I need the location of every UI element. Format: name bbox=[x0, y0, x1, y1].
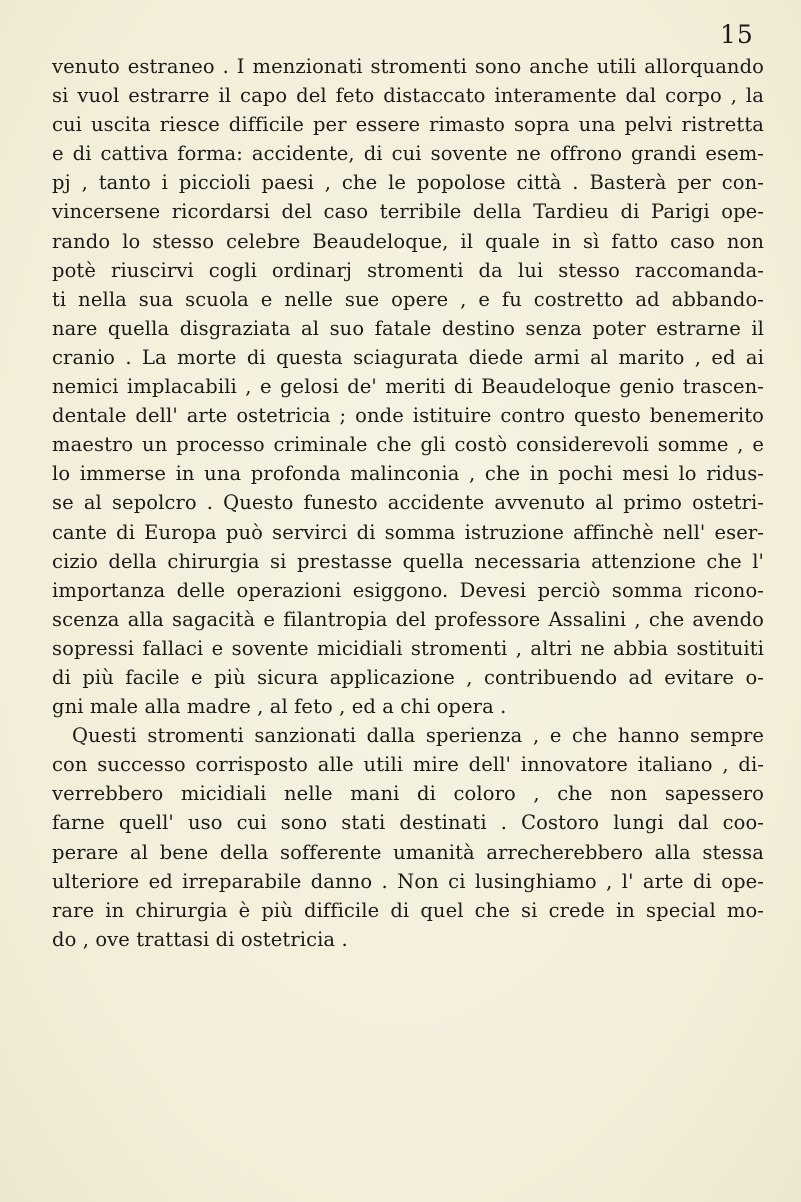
text-line: scenza alla sagacità e filantropia del professore Assalini , che avendo bbox=[52, 607, 764, 631]
text-line: maestro un processo criminale che gli costò considerevoli somme , e bbox=[52, 433, 764, 457]
text-line: con successo corrisposto alle utili mire dell' innovatore italiano , di- bbox=[52, 753, 764, 777]
text-line: potè riuscirvi cogli ordinarj stromenti da lui stesso raccomanda- bbox=[52, 258, 764, 282]
text-line: importanza delle operazioni esiggono. Devesi perciò somma ricono- bbox=[52, 578, 764, 602]
text-line: sopressi fallaci e sovente micidiali stromenti , altri ne abbia sostituiti bbox=[52, 636, 764, 660]
text-line: farne quell' uso cui sono stati destinati . Costoro lungi dal coo- bbox=[52, 811, 764, 835]
text-line: e di cattiva forma: accidente, di cui sovente ne offrono grandi esem- bbox=[52, 142, 764, 166]
text-line: dentale dell' arte ostetricia ; onde istituire contro questo benemerito bbox=[52, 404, 764, 428]
text-line: ulteriore ed irreparabile danno . Non ci lusinghiamo , l' arte di ope- bbox=[52, 869, 764, 893]
text-line: nare quella disgraziata al suo fatale destino senza poter estrarne il bbox=[52, 316, 764, 340]
text-line: cranio . La morte di questa sciagurata diede armi al marito , ed ai bbox=[52, 345, 764, 369]
text-line: verrebbero micidiali nelle mani di coloro , che non sapessero bbox=[52, 782, 764, 806]
text-line: cante di Europa può servirci di somma istruzione affinchè nell' eser- bbox=[52, 520, 764, 544]
text-line: do , ove trattasi di ostetricia . bbox=[52, 927, 348, 951]
text-line: vincersene ricordarsi del caso terribile della Tardieu di Parigi ope- bbox=[52, 200, 764, 224]
text-line: si vuol estrarre il capo del feto distaccato interamente dal corpo , la bbox=[52, 84, 764, 108]
text-line: gni male alla madre , al feto , ed a chi opera . bbox=[52, 695, 507, 719]
text-line: rare in chirurgia è più difficile di quel che si crede in special mo- bbox=[52, 898, 764, 922]
text-line: lo immerse in una profonda malinconia , che in pochi mesi lo ridus- bbox=[52, 462, 764, 486]
text-line: pj , tanto i piccioli paesi , che le popolose città . Basterà per con- bbox=[52, 171, 764, 195]
text-line: di più facile e più sicura applicazione , contribuendo ad evitare o- bbox=[52, 665, 764, 689]
text-line: se al sepolcro . Questo funesto accidente avvenuto al primo ostetri- bbox=[52, 491, 764, 515]
text-line: nemici implacabili , e gelosi de' meriti di Beaudeloque genio trascen- bbox=[52, 375, 764, 399]
text-line: ti nella sua scuola e nelle sue opere , e fu costretto ad abbando- bbox=[52, 287, 764, 311]
body-text bbox=[52, 52, 764, 954]
text-line: cizio della chirurgia si prestasse quella necessaria attenzione che l' bbox=[52, 549, 764, 573]
text-line: Questi stromenti sanzionati dalla sperienza , e che hanno sempre bbox=[72, 724, 764, 748]
text-line: perare al bene della sofferente umanità arrecherebbero alla stessa bbox=[52, 840, 764, 864]
page-number: 15 bbox=[720, 20, 754, 49]
text-line: cui uscita riesce difficile per essere rimasto sopra una pelvi ristretta bbox=[52, 113, 764, 137]
text-line: rando lo stesso celebre Beaudeloque, il quale in sì fatto caso non bbox=[52, 229, 764, 253]
text-line: venuto estraneo . I menzionati stromenti sono anche utili allorquando bbox=[52, 55, 764, 78]
